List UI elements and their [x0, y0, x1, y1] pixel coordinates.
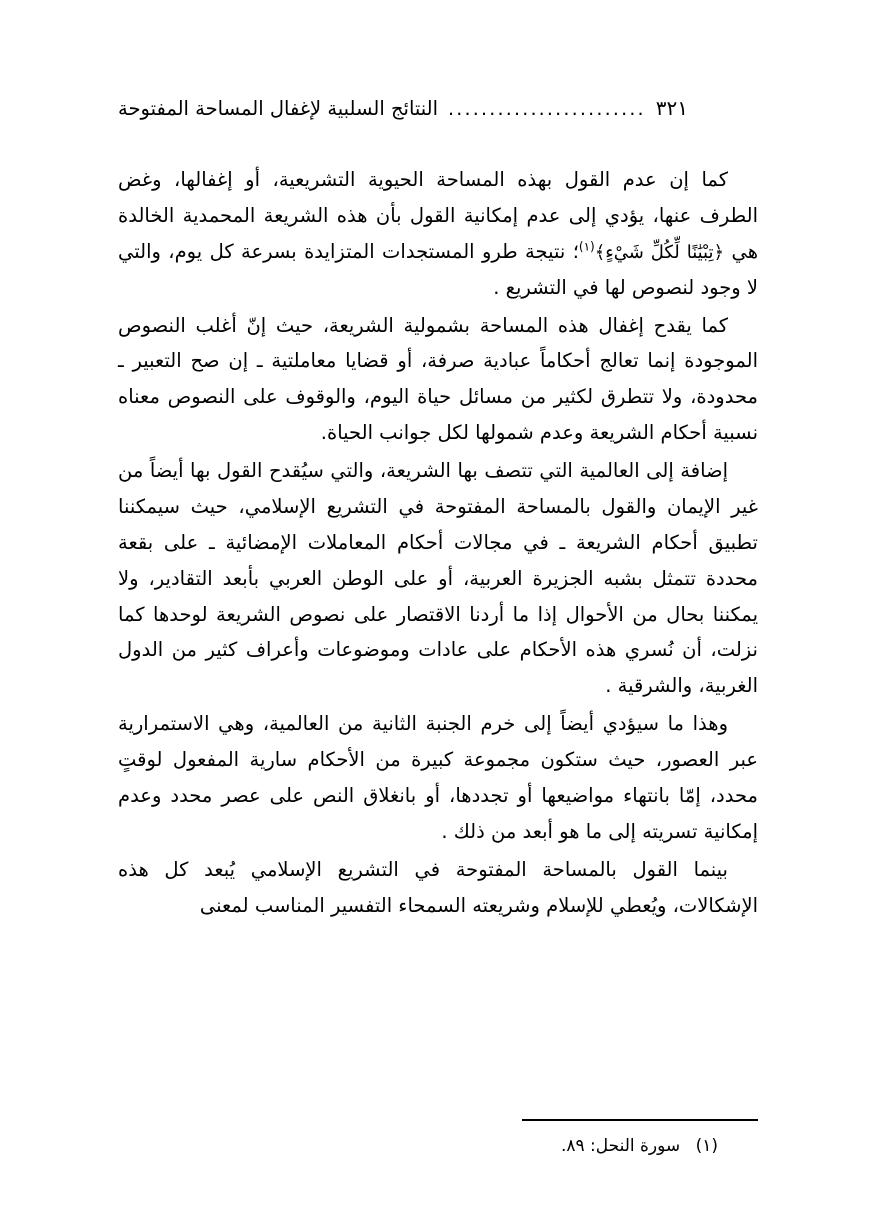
footnote — [118, 1133, 758, 1160]
paragraph-1-seg-1: كما إن عدم القول بهذه المساحة الحيوية التشريعية، أو إغفالها، وغض الطرف عنها، يؤدي إلى عدم إمكانية القول بأن هذه الشريعة المحمدية الخالدة هي — [118, 168, 758, 263]
body-text — [118, 162, 758, 923]
paragraph-1-seg-2: ؛ نتيجة طرو المستجدات المتزايدة بسرعة كل يوم، والتي لا وجود لنصوص لها في التشريع . — [118, 239, 758, 299]
quran-quote: ﴿تِبْيَٰنًا لِّكُلِّ شَيْءٍ﴾ — [594, 241, 725, 263]
footnote-body: سورة النحل: ٨٩. — [560, 1135, 681, 1156]
footnote-area — [118, 1119, 758, 1160]
paragraph-3: إضافة إلى العالمية التي تتصف بها الشريعة، والتي سيُقدح القول بها أيضاً من غير الإيمان والقول بالمساحة المفتوحة في التشريع الإسلامي، حيث سيمكننا تطبيق أحكام الشريعة ـ في مجالات أحكام المعاملات الإمضائية ـ على بقعة محددة تتمثل بشبه الجزيرة العربية، أو على الوطن العربي بأبعد التقادير، ولا يمكننا بحال من الأحوال إذا ما أردنا الاقتصار على نصوص الشريعة لوحدها كما نزلت، أن نُسري هذه الأحكام على عادات وموضوعات وأعراف كثير من الدول الغربية، والشرقية . — [118, 459, 758, 698]
paragraph-5: بينما القول بالمساحة المفتوحة في التشريع الإسلامي يُبعد كل هذه الإشكالات، ويُعطي للإسلام وشريعته السمحاء التفسير المناسب لمعنى — [118, 857, 758, 917]
footnote-separator — [522, 1119, 758, 1121]
footnote-reference: (١) — [578, 239, 595, 254]
page-header — [118, 96, 758, 120]
header-title: النتائج السلبية لإغفال المساحة المفتوحة — [118, 97, 439, 120]
paragraph-2: كما يقدح إغفال هذه المساحة بشمولية الشريعة، حيث إنّ أغلب النصوص الموجودة إنما تعالج أحكاماً عبادية صرفة، أو قضايا معاملتية ـ إن صح التعبير ـ محدودة، ولا تتطرق لكثير من مسائل حياة اليوم، والوقوف على النصوص معناه نسبية أحكام الشريعة وعدم شمولها لكل جوانب الحياة. — [118, 313, 758, 445]
paragraph-4: وهذا ما سيؤدي أيضاً إلى خرم الجنبة الثانية من العالمية، وهي الاستمرارية عبر العصور، حيث ستكون مجموعة كبيرة من الأحكام سارية المفعول لوقتٍ محدد، إمّا بانتهاء مواضيعها أو تجددها، أو بانغلاق النص على عصر محدد وعدم إمكانية تسريته إلى ما هو أبعد من ذلك . — [118, 712, 758, 843]
paragraph-1 — [118, 162, 758, 306]
page-number: ٣٢١ — [655, 96, 689, 120]
footnote-number: (١) — [695, 1135, 718, 1156]
header-dot-leader: ........................ — [448, 98, 646, 120]
